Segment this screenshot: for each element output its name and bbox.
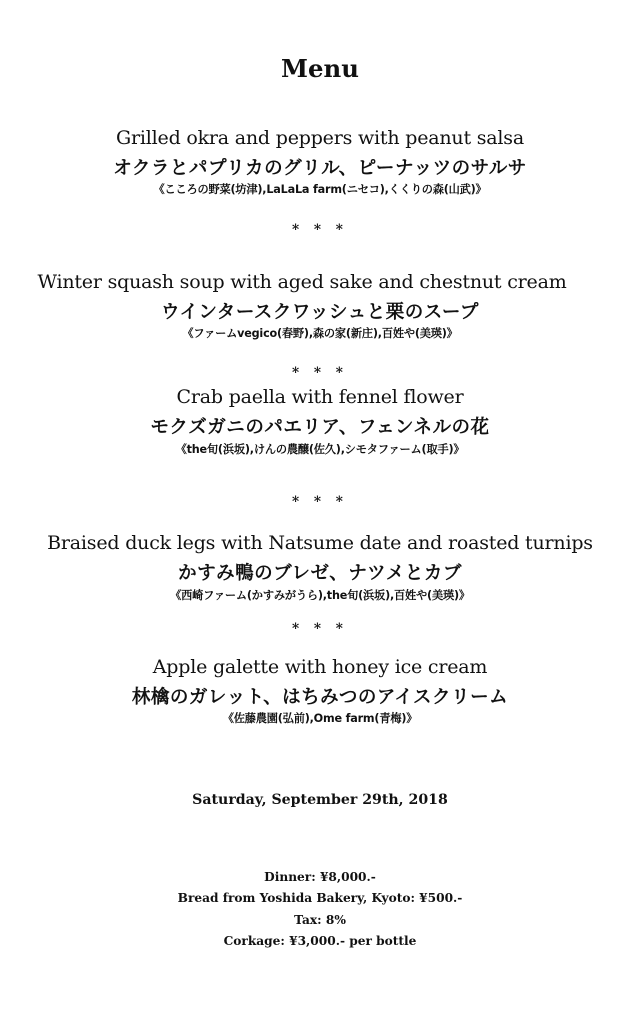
course-1-sources: 《こころの野菜(坊津),LaLaLa farm(ニセコ),くくりの森(山武)》 bbox=[153, 183, 487, 196]
menu-title: Menu bbox=[281, 54, 359, 83]
course-3-sources: 《the旬(浜坂),けんの農醸(佐久),シモタファーム(取手)》 bbox=[175, 443, 465, 456]
course-5-japanese: 林檎のガレット、はちみつのアイスクリーム bbox=[131, 687, 509, 708]
separator-3: * * * bbox=[292, 494, 348, 510]
separator-2: * * * bbox=[292, 365, 348, 381]
course-5-english: Apple galette with honey ice cream bbox=[152, 656, 488, 678]
course-2-english: Winter squash soup with aged sake and chestnut cream bbox=[37, 271, 567, 293]
course-5-sources: 《佐藤農園(弘前),Ome farm(青梅)》 bbox=[222, 712, 418, 725]
course-3-english: Crab paella with fennel flower bbox=[176, 386, 464, 408]
price-corkage: Corkage: ¥3,000.- per bottle bbox=[223, 934, 417, 948]
price-tax: Tax: 8% bbox=[294, 913, 346, 927]
separator-4: * * * bbox=[292, 621, 348, 637]
course-4-japanese: かすみ鴨のブレゼ、ナツメとカブ bbox=[178, 563, 462, 584]
price-dinner: Dinner: ¥8,000.- bbox=[264, 870, 376, 884]
separator-1: * * * bbox=[292, 222, 348, 238]
course-2-japanese: ウインタースクワッシュと栗のスープ bbox=[161, 302, 479, 323]
course-2-sources: 《ファームvegico(春野),森の家(新庄),百姓や(美瑛)》 bbox=[182, 327, 458, 340]
course-4-english: Braised duck legs with Natsume date and roasted turnips bbox=[47, 532, 593, 554]
price-bread: Bread from Yoshida Bakery, Kyoto: ¥500.- bbox=[177, 891, 463, 905]
course-4-sources: 《西崎ファーム(かすみがうら),the旬(浜坂),百姓や(美瑛)》 bbox=[170, 589, 470, 602]
course-1-japanese: オクラとパプリカのグリル、ピーナッツのサルサ bbox=[113, 158, 527, 179]
event-date: Saturday, September 29th, 2018 bbox=[192, 792, 448, 808]
course-1-english: Grilled okra and peppers with peanut salsa bbox=[116, 127, 524, 149]
course-3-japanese: モクズガニのパエリア、フェンネルの花 bbox=[150, 417, 490, 438]
